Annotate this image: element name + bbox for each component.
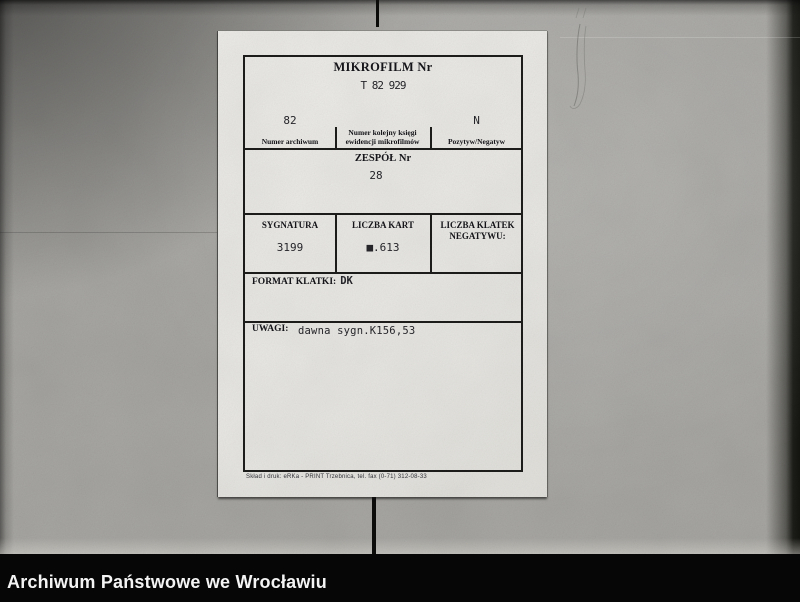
table-line: [245, 321, 521, 323]
archive-name-text: Archiwum Państwowe we Wrocławiu: [7, 572, 327, 592]
microfilm-record-card: [218, 31, 547, 497]
positive-negative-label: Pozytyw/Negatyw: [447, 137, 506, 146]
register-book-label-line2: ewidencji mikrofilmów: [345, 137, 420, 147]
frame-format-value: DK: [340, 275, 353, 287]
archive-number-label: Numer archiwum: [261, 137, 319, 146]
registration-mark-top: [376, 0, 379, 27]
archive-number-value: 82: [283, 114, 297, 127]
signature-label: SYGNATURA: [261, 220, 319, 230]
form-title: MIKROFILM Nr: [333, 60, 433, 74]
sheet-count-value: ■.613: [366, 241, 400, 254]
film-scratch: [0, 232, 217, 233]
table-line: [245, 213, 521, 215]
signature-value: 3199: [276, 241, 304, 254]
register-book-label-line1: Numer kolejny księgi: [348, 128, 417, 137]
printer-imprint: Skład i druk: eRKa - PRINT Trzebnica, tel. fax (0-71) 312-08-33: [246, 474, 427, 480]
negative-frames-label: [432, 220, 523, 243]
remarks-label: UWAGI:: [252, 324, 289, 334]
positive-negative-value: N: [473, 114, 480, 127]
table-line: [245, 272, 521, 274]
registration-mark-bottom: [372, 497, 376, 554]
frame-format-row: [252, 275, 353, 287]
fonds-number-label: ZESPÓŁ Nr: [354, 153, 412, 164]
fonds-number-value: 28: [369, 169, 383, 182]
negative-frames-label-line2: NEGATYWU:: [449, 231, 506, 242]
form-table: [243, 55, 523, 472]
microfilm-number-value: T 82 929: [360, 79, 406, 92]
negative-frames-label-line1: LICZBA KLATEK: [440, 220, 515, 230]
frame-format-label: FORMAT KLATKI:: [252, 277, 337, 287]
archive-caption-bar: [0, 554, 800, 602]
table-line: [245, 148, 521, 150]
cardboard-edge-highlight: [0, 538, 800, 554]
register-book-label: [337, 128, 428, 147]
sheet-count-label: LICZBA KART: [352, 220, 414, 230]
film-scratch: [560, 37, 800, 38]
remarks-value: dawna sygn.K156,53: [298, 325, 416, 337]
